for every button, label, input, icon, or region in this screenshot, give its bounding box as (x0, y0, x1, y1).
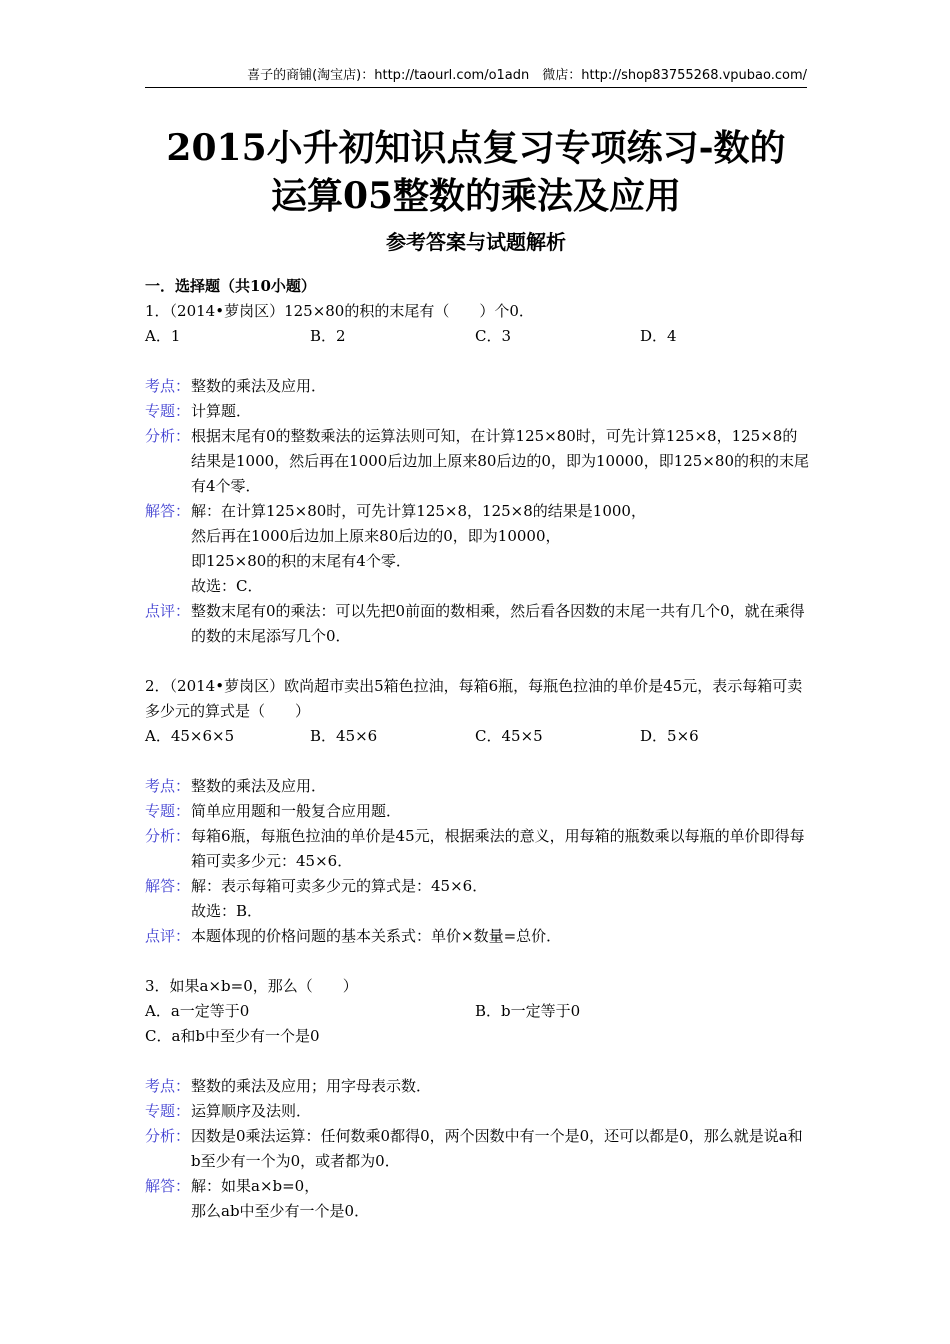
jieda-line: 解：如果a×b=0， (191, 1177, 320, 1195)
options-row (145, 324, 809, 349)
kaodian-row (145, 374, 809, 399)
title-line-1: 2015小升初知识点复习专项练习-数的 (166, 127, 786, 169)
fenxi-row (145, 424, 809, 499)
kaodian-label: 考点： (145, 377, 191, 395)
fenxi-text: 每箱6瓶，每瓶色拉油的单价是45元，根据乘法的意义，用每箱的瓶数乘以每瓶的单价即得每箱可卖多少元：45×6． (191, 827, 805, 870)
option-d: D．5×6 (640, 727, 699, 745)
jieda-row (145, 499, 809, 599)
zhuanti-row (145, 1099, 809, 1124)
jieda-label: 解答： (145, 502, 191, 520)
title-line-2: 运算05整数的乘法及应用 (270, 175, 682, 217)
jieda-line: 故选：B． (191, 902, 263, 920)
kaodian-label: 考点： (145, 777, 191, 795)
question-2 (145, 674, 809, 949)
kaodian-text: 整数的乘法及应用． (191, 777, 327, 795)
option-a: A．a一定等于0 (145, 1002, 250, 1020)
question-1 (145, 299, 809, 649)
option-a: A．1 (145, 327, 181, 345)
option-c: C．45×5 (475, 727, 543, 745)
jieda-text (191, 874, 809, 924)
zhuanti-label: 专题： (145, 1102, 191, 1120)
question-stem: 1．（2014•萝岗区）125×80的积的末尾有（ ）个0． (145, 302, 534, 320)
dianping-label: 点评： (145, 602, 191, 620)
options-row (145, 1024, 809, 1049)
zhuanti-text: 简单应用题和一般复合应用题． (191, 802, 402, 820)
jieda-label: 解答： (145, 1177, 191, 1195)
kaodian-label: 考点： (145, 1077, 191, 1095)
option-d: D．4 (640, 327, 677, 345)
jieda-row (145, 874, 809, 924)
jieda-text (191, 1174, 809, 1224)
jieda-line: 解：表示每箱可卖多少元的算式是：45×6． (191, 877, 488, 895)
kaodian-text: 整数的乘法及应用；用字母表示数． (191, 1077, 432, 1095)
fenxi-row (145, 1124, 809, 1174)
zhuanti-row (145, 799, 809, 824)
dianping-row (145, 599, 809, 649)
fenxi-row (145, 824, 809, 874)
jieda-line: 故选：C． (191, 577, 263, 595)
page-subtitle: 参考答案与试题解析 (386, 230, 566, 254)
kaodian-row (145, 774, 809, 799)
question-3 (145, 974, 809, 1224)
options-row (145, 724, 809, 749)
page-header: 喜子的商铺(淘宝店)：http://taourl.com/o1adn 微店：http://shop83755268.vpubao.com/ (145, 64, 807, 88)
kaodian-row (145, 1074, 809, 1099)
zhuanti-label: 专题： (145, 802, 191, 820)
option-c: C．a和b中至少有一个是0 (145, 1027, 320, 1045)
fenxi-text: 因数是0乘法运算：任何数乘0都得0，两个因数中有一个是0，还可以都是0，那么就是说a和b至少有一个为0，或者都为0． (191, 1127, 803, 1170)
option-b: B．45×6 (310, 727, 378, 745)
fenxi-label: 分析： (145, 427, 191, 445)
page-title (145, 124, 807, 220)
options-row (145, 999, 809, 1024)
option-c: C．3 (475, 327, 512, 345)
zhuanti-text: 计算题． (191, 402, 252, 420)
kaodian-text: 整数的乘法及应用． (191, 377, 327, 395)
zhuanti-row (145, 399, 809, 424)
zhuanti-label: 专题： (145, 402, 191, 420)
dianping-row (145, 924, 809, 949)
jieda-row (145, 1174, 809, 1224)
section-heading: 一．选择题（共10小题） (145, 277, 316, 295)
dianping-label: 点评： (145, 927, 191, 945)
option-b: B．2 (310, 327, 346, 345)
fenxi-label: 分析： (145, 1127, 191, 1145)
option-a: A．45×6×5 (145, 727, 235, 745)
jieda-line: 那么ab中至少有一个是0． (191, 1202, 370, 1220)
dianping-text: 本题体现的价格问题的基本关系式：单价×数量=总价． (191, 927, 562, 945)
question-stem: 3．如果a×b=0，那么（ ） (145, 977, 358, 995)
content (145, 274, 809, 1224)
question-stem: 2．（2014•萝岗区）欧尚超市卖出5箱色拉油，每箱6瓶，每瓶色拉油的单价是45元，表示每箱可卖多少元的算式是（ ） (145, 677, 803, 720)
zhuanti-text: 运算顺序及法则． (191, 1102, 312, 1120)
fenxi-text: 根据末尾有0的整数乘法的运算法则可知，在计算125×80时，可先计算125×8，125×8的结果是1000，然后再在1000后边加上原来80后边的0，即为10000，即125×80的积的末尾有4个零． (191, 427, 809, 495)
jieda-line: 解：在计算125×80时，可先计算125×8，125×8的结果是1000， (191, 502, 646, 520)
jieda-line: 即125×80的积的末尾有4个零． (191, 552, 411, 570)
jieda-label: 解答： (145, 877, 191, 895)
dianping-text: 整数末尾有0的乘法：可以先把0前面的数相乘，然后看各因数的末尾一共有几个0，就在乘得的数的末尾添写几个0． (191, 602, 805, 645)
jieda-text (191, 499, 809, 599)
jieda-line: 然后再在1000后边加上原来80后边的0，即为10000， (191, 527, 561, 545)
fenxi-label: 分析： (145, 827, 191, 845)
option-b: B．b一定等于0 (475, 1002, 581, 1020)
